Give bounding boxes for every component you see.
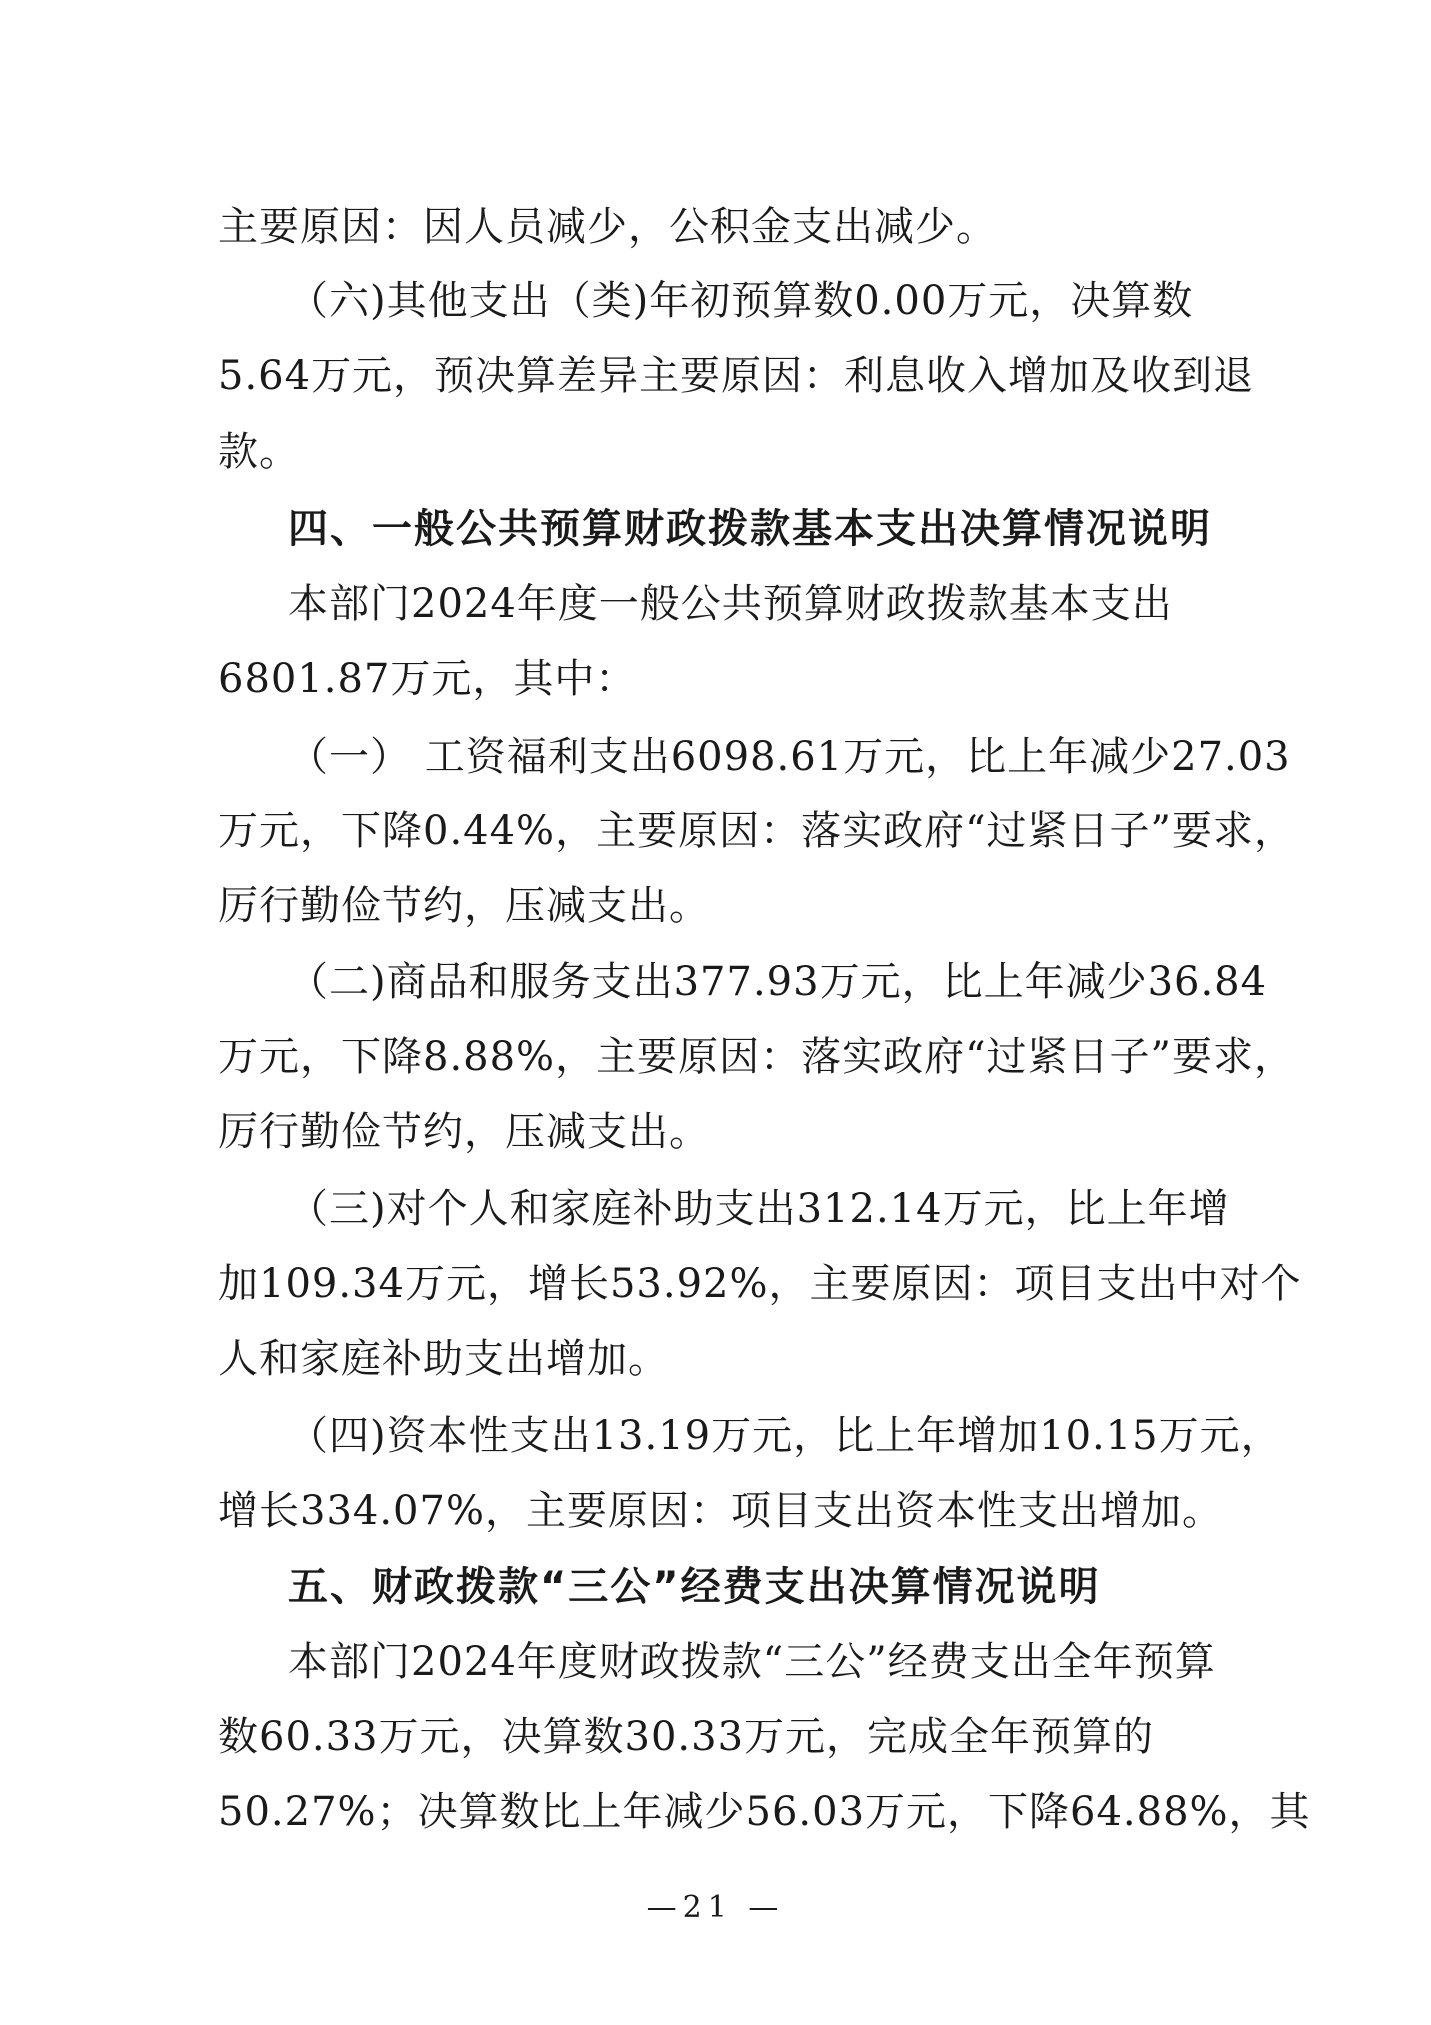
paragraph-line: 厉行勤俭节约，压减支出。 (218, 1109, 710, 1155)
paragraph-line: 万元，下降8.88%，主要原因：落实政府“过紧日子”要求， (218, 1034, 1295, 1080)
paragraph-line: （四)资本性支出13.19万元，比上年增加10.15万元， (288, 1413, 1282, 1459)
paragraph-line: （六)其他支出（类)年初预算数0.00万元，决算数 (288, 278, 1194, 324)
paragraph-line: （二)商品和服务支出377.93万元，比上年减少36.84 (288, 959, 1268, 1005)
paragraph-line: 5.64万元，预决算差异主要原因：利息收入增加及收到退 (218, 353, 1255, 399)
page-number: —21 — (646, 1890, 785, 1925)
paragraph-line: 增长334.07%，主要原因：项目支出资本性支出增加。 (218, 1488, 1223, 1534)
paragraph-line: 本部门2024年度财政拨款“三公”经费支出全年预算 (288, 1639, 1216, 1685)
paragraph-line: （一） 工资福利支出6098.61万元，比上年减少27.03 (288, 734, 1291, 780)
section-heading: 五、财政拨款“三公”经费支出决算情况说明 (288, 1564, 1101, 1610)
paragraph-line: 万元，下降0.44%，主要原因：落实政府“过紧日子”要求， (218, 808, 1295, 854)
paragraph-line: 主要原因：因人员减少，公积金支出减少。 (218, 204, 997, 250)
paragraph-line: 本部门2024年度一般公共预算财政拨款基本支出 (288, 581, 1173, 627)
paragraph-line: 50.27%；决算数比上年减少56.03万元，下降64.88%，其 (218, 1789, 1311, 1835)
section-heading: 四、一般公共预算财政拨款基本支出决算情况说明 (288, 506, 1212, 552)
paragraph-line: （三)对个人和家庭补助支出312.14万元，比上年增 (288, 1186, 1230, 1232)
paragraph-line: 加109.34万元，增长53.92%，主要原因：项目支出中对个 (218, 1261, 1302, 1307)
paragraph-line: 6801.87万元，其中： (218, 656, 637, 702)
paragraph-line: 款。 (218, 429, 300, 475)
paragraph-line: 人和家庭补助支出增加。 (218, 1336, 669, 1382)
paragraph-line: 厉行勤俭节约，压减支出。 (218, 883, 710, 929)
paragraph-line: 数60.33万元，决算数30.33万元，完成全年预算的 (218, 1714, 1155, 1760)
